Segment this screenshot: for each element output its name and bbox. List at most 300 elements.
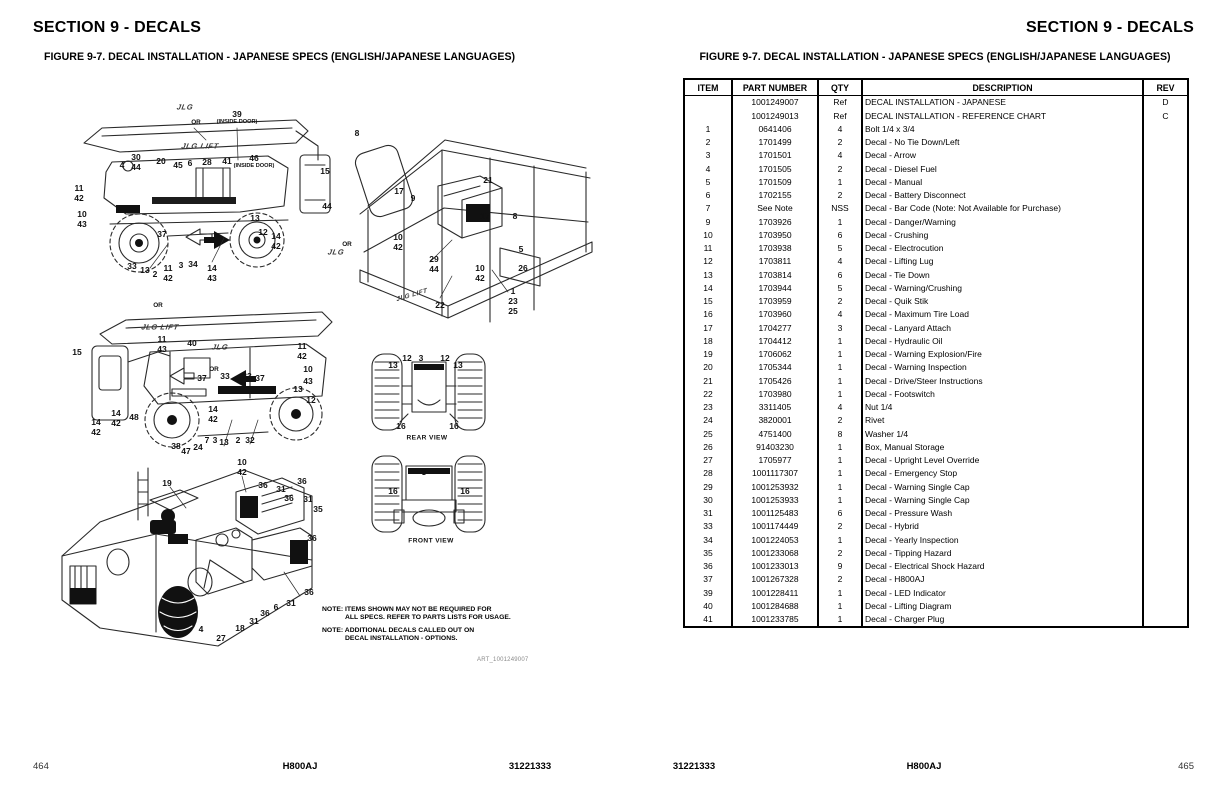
cell-rev (1143, 374, 1188, 387)
callout-number: 24 (193, 441, 203, 452)
cell-rev (1143, 295, 1188, 308)
cell-qty: 2 (818, 162, 862, 175)
cell-desc: Decal - Emergency Stop (862, 467, 1143, 480)
cell-part: 1001174449 (732, 520, 818, 533)
cell-part: 1705426 (732, 374, 818, 387)
note-1 (322, 606, 512, 623)
callout-number: 3 (212, 434, 218, 445)
cell-desc: Decal - Arrow (862, 149, 1143, 162)
cell-qty: 2 (818, 414, 862, 427)
cell-part: 1001117307 (732, 467, 818, 480)
callout-number: 37 (197, 372, 207, 383)
callout-number: 12 (306, 394, 316, 405)
cell-qty: 4 (818, 123, 862, 136)
cell-desc: Decal - Diesel Fuel (862, 162, 1143, 175)
callout-number: 38 (171, 440, 181, 451)
cell-qty: 8 (818, 427, 862, 440)
jlg-logo-label: JLG (176, 102, 195, 112)
cell-desc: Decal - Footswitch (862, 388, 1143, 401)
cell-rev (1143, 123, 1188, 136)
callout-number: 35 (313, 503, 323, 514)
cell-desc: Decal - Lanyard Attach (862, 321, 1143, 334)
cell-desc: Decal - Quik Stik (862, 295, 1143, 308)
cell-qty: 2 (818, 295, 862, 308)
callout-number: 6 (273, 601, 279, 612)
cell-qty: 2 (818, 520, 862, 533)
cell-desc: Decal - Maximum Tire Load (862, 308, 1143, 321)
view-label: FRONT VIEW (408, 537, 454, 545)
cell-qty: Ref (818, 96, 862, 109)
cell-qty: 1 (818, 335, 862, 348)
cell-desc: Decal - Charger Plug (862, 613, 1143, 627)
callout-number: 7 (204, 434, 210, 445)
callout-number: 17 (480, 210, 490, 221)
parts-table (683, 78, 1189, 628)
callout-number: 9 (410, 192, 416, 203)
cell-qty: 6 (818, 229, 862, 242)
cell-item: 21 (684, 374, 732, 387)
parts-table-row (684, 533, 1188, 546)
cell-qty: 1 (818, 494, 862, 507)
callout-number: 14 (207, 262, 217, 273)
parts-table-row (684, 427, 1188, 440)
callout-number: 43 (157, 343, 167, 354)
cell-part: 1703959 (732, 295, 818, 308)
parts-table-row (684, 136, 1188, 149)
cell-qty: 1 (818, 361, 862, 374)
note-1-line-1: NOTE: ITEMS SHOWN MAY NOT BE REQUIRED FOR (322, 606, 492, 613)
callout-number: 42 (163, 272, 173, 283)
cell-item: 36 (684, 560, 732, 573)
callout-number: 42 (393, 241, 403, 252)
inside-door-label: (INSIDE DOOR) (233, 163, 275, 170)
cell-qty: 1 (818, 480, 862, 493)
cell-item: 29 (684, 480, 732, 493)
cell-qty: 2 (818, 189, 862, 202)
cell-rev (1143, 520, 1188, 533)
cell-rev (1143, 613, 1188, 627)
column-header-rev: REV (1143, 79, 1188, 96)
callout-number: 44 (322, 200, 332, 211)
cell-item: 23 (684, 401, 732, 414)
cell-rev (1143, 189, 1188, 202)
cell-item: 10 (684, 229, 732, 242)
cell-item: 30 (684, 494, 732, 507)
cell-qty: 4 (818, 255, 862, 268)
parts-table-row (684, 255, 1188, 268)
note-1-line-2: ALL SPECS. REFER TO PARTS LISTS FOR USAGE. (345, 614, 511, 622)
callout-number: 12 (258, 226, 268, 237)
callout-number: 42 (237, 466, 247, 477)
cell-item: 40 (684, 600, 732, 613)
cell-desc: Decal - No Tie Down/Left (862, 136, 1143, 149)
callout-number: 8 (512, 210, 518, 221)
callout-number: 36 (284, 492, 294, 503)
or-label: OR (209, 365, 219, 373)
cell-rev (1143, 427, 1188, 440)
callout-number: 13 (293, 383, 303, 394)
callout-number: 14 (271, 230, 281, 241)
cell-desc: Bolt 1/4 x 3/4 (862, 123, 1143, 136)
figure-title-left: FIGURE 9-7. DECAL INSTALLATION - JAPANESE SPECS (ENGLISH/JAPANESE LANGUAGES) (44, 51, 516, 63)
cell-rev (1143, 255, 1188, 268)
cell-part: 1001267328 (732, 573, 818, 586)
callout-number: 8 (354, 127, 360, 138)
cell-rev (1143, 467, 1188, 480)
parts-table-row (684, 401, 1188, 414)
callout-number: 31 (249, 615, 259, 626)
inside-door-label: (INSIDE DOOR) (216, 119, 258, 126)
callout-number: 4 (198, 623, 204, 634)
callout-number: 3 (178, 259, 184, 270)
cell-rev (1143, 229, 1188, 242)
cell-qty: 4 (818, 308, 862, 321)
callout-number: 22 (435, 299, 445, 310)
cell-rev (1143, 215, 1188, 228)
cell-desc: Decal - Warning Single Cap (862, 494, 1143, 507)
callout-number: 42 (111, 417, 121, 428)
cell-desc: Decal - Crushing (862, 229, 1143, 242)
callout-number: 3 (418, 352, 424, 363)
callout-number: 13 (219, 436, 229, 447)
jlg-logo-label: JLG LIFT (396, 287, 428, 304)
parts-table-row (684, 295, 1188, 308)
callout-number: 28 (202, 156, 212, 167)
callout-number: 14 (208, 403, 218, 414)
cell-qty: 6 (818, 268, 862, 281)
cell-item: 2 (684, 136, 732, 149)
callout-number: 48 (129, 411, 139, 422)
cell-part: 1701499 (732, 136, 818, 149)
callout-number: 12 (402, 352, 412, 363)
cell-part: 3820001 (732, 414, 818, 427)
cell-part: 1703814 (732, 268, 818, 281)
art-reference-number: ART_1001249007 (477, 657, 529, 663)
cell-rev (1143, 308, 1188, 321)
parts-table-row (684, 96, 1188, 109)
page-number-left: 464 (33, 761, 49, 772)
section-header-left: SECTION 9 - DECALS (33, 19, 202, 36)
figure-notes (322, 606, 512, 647)
cell-item: 33 (684, 520, 732, 533)
cell-desc: Decal - Lifting Diagram (862, 600, 1143, 613)
cell-qty: 2 (818, 136, 862, 149)
cell-rev (1143, 414, 1188, 427)
callout-number: 44 (131, 161, 141, 172)
parts-table-row (684, 229, 1188, 242)
cell-rev (1143, 480, 1188, 493)
cell-desc: Decal - Pressure Wash (862, 507, 1143, 520)
cell-item: 14 (684, 282, 732, 295)
cell-rev (1143, 162, 1188, 175)
cell-qty: 4 (818, 401, 862, 414)
cell-part: 1001284688 (732, 600, 818, 613)
parts-table-row (684, 494, 1188, 507)
callout-number: 37 (157, 228, 167, 239)
cell-desc: DECAL INSTALLATION - REFERENCE CHART (862, 109, 1143, 122)
parts-table-row (684, 520, 1188, 533)
cell-item: 20 (684, 361, 732, 374)
callout-number: 12 (440, 352, 450, 363)
callout-number: 46 (249, 152, 259, 163)
cell-desc: Nut 1/4 (862, 401, 1143, 414)
callout-number: 5 (518, 243, 524, 254)
cell-desc: Decal - Warning Single Cap (862, 480, 1143, 493)
callout-number: 13 (388, 359, 398, 370)
callout-number: 36 (297, 475, 307, 486)
jlg-logo-label: JLG (327, 247, 346, 257)
callout-number: 43 (77, 218, 87, 229)
note-2 (322, 627, 512, 644)
callout-number: 42 (271, 240, 281, 251)
cell-qty: 2 (818, 573, 862, 586)
parts-table-row (684, 268, 1188, 281)
cell-part: 1703980 (732, 388, 818, 401)
cell-desc: Decal - Bar Code (Note: Not Available for Purchase) (862, 202, 1143, 215)
cell-desc: Decal - Warning Explosion/Fire (862, 348, 1143, 361)
cell-part: See Note (732, 202, 818, 215)
cell-rev (1143, 282, 1188, 295)
cell-item: 13 (684, 268, 732, 281)
callout-number: 6 (187, 157, 193, 168)
cell-desc: DECAL INSTALLATION - JAPANESE (862, 96, 1143, 109)
cell-rev (1143, 268, 1188, 281)
cell-rev (1143, 441, 1188, 454)
cell-item (684, 96, 732, 109)
figure-title-right: FIGURE 9-7. DECAL INSTALLATION - JAPANESE SPECS (ENGLISH/JAPANESE LANGUAGES) (699, 51, 1171, 63)
page-number-right: 465 (1178, 761, 1194, 772)
cell-qty: 1 (818, 600, 862, 613)
cell-item: 35 (684, 547, 732, 560)
callout-number: 11 (74, 182, 84, 193)
or-label: OR (153, 301, 163, 309)
cell-part: 1705977 (732, 454, 818, 467)
callout-number: 21 (483, 174, 493, 185)
callout-number: 36 (260, 607, 270, 618)
callout-number: 13 (453, 359, 463, 370)
footer-manual-number-left: 31221333 (508, 761, 552, 772)
cell-item: 39 (684, 586, 732, 599)
cell-rev (1143, 388, 1188, 401)
parts-table-header-row (684, 79, 1188, 96)
cell-desc: Decal - Yearly Inspection (862, 533, 1143, 546)
cell-part: 1001233013 (732, 560, 818, 573)
cell-item: 18 (684, 335, 732, 348)
cell-qty: 1 (818, 441, 862, 454)
cell-desc: Decal - Hybrid (862, 520, 1143, 533)
callout-number: 15 (72, 346, 82, 357)
cell-qty: 4 (818, 149, 862, 162)
cell-qty: 5 (818, 282, 862, 295)
callout-number: 39 (232, 108, 242, 119)
jlg-logo-label: JLG LIFT (140, 322, 180, 332)
callout-number: 2 (235, 434, 241, 445)
callout-number: 36 (304, 586, 314, 597)
cell-part: 1001253933 (732, 494, 818, 507)
cell-desc: Washer 1/4 (862, 427, 1143, 440)
callout-number: 2 (152, 268, 158, 279)
callout-number: 34 (188, 258, 198, 269)
callout-number: 16 (460, 485, 470, 496)
cell-desc: Rivet (862, 414, 1143, 427)
cell-part: 1001224053 (732, 533, 818, 546)
cell-qty: 1 (818, 467, 862, 480)
parts-table-row (684, 189, 1188, 202)
parts-table-row (684, 441, 1188, 454)
callout-number: 11 (297, 340, 307, 351)
callout-number: 14 (91, 416, 101, 427)
parts-table-row (684, 162, 1188, 175)
callout-number: 27 (216, 632, 226, 643)
cell-item: 34 (684, 533, 732, 546)
parts-table-row (684, 308, 1188, 321)
cell-desc: Decal - Upright Level Override (862, 454, 1143, 467)
callout-number: 36 (258, 479, 268, 490)
cell-desc: Decal - Manual (862, 176, 1143, 189)
callout-number: 16 (449, 420, 459, 431)
parts-table-row (684, 467, 1188, 480)
cell-rev (1143, 586, 1188, 599)
section-header-right: SECTION 9 - DECALS (1025, 19, 1194, 36)
cell-rev (1143, 321, 1188, 334)
callout-number: 36 (307, 532, 317, 543)
callout-number: 31 (276, 483, 286, 494)
cell-item: 12 (684, 255, 732, 268)
cell-qty: 1 (818, 215, 862, 228)
cell-part: 1704277 (732, 321, 818, 334)
callout-number: 15 (320, 165, 330, 176)
column-header-qty: QTY (818, 79, 862, 96)
cell-desc: Decal - LED Indicator (862, 586, 1143, 599)
jlg-logo-label: JLG LIFT (180, 141, 220, 151)
cell-rev (1143, 136, 1188, 149)
cell-part: 1706062 (732, 348, 818, 361)
cell-qty: 1 (818, 176, 862, 189)
callout-number: 10 (237, 456, 247, 467)
cell-rev (1143, 560, 1188, 573)
cell-rev (1143, 242, 1188, 255)
cell-rev: D (1143, 96, 1188, 109)
cell-part: 1001125483 (732, 507, 818, 520)
callout-number: 19 (162, 477, 172, 488)
cell-item: 4 (684, 162, 732, 175)
parts-table-row (684, 573, 1188, 586)
cell-desc: Decal - Electrocution (862, 242, 1143, 255)
cell-part: 1001253932 (732, 480, 818, 493)
callout-number: 13 (140, 264, 150, 275)
cell-rev (1143, 547, 1188, 560)
cell-rev (1143, 176, 1188, 189)
cell-item: 1 (684, 123, 732, 136)
cell-rev (1143, 533, 1188, 546)
cell-part: 0641406 (732, 123, 818, 136)
callout-number: 3 (421, 466, 427, 477)
parts-table-row (684, 480, 1188, 493)
cell-qty: 1 (818, 388, 862, 401)
cell-qty: 1 (818, 586, 862, 599)
cell-item: 16 (684, 308, 732, 321)
callout-number: 14 (111, 407, 121, 418)
cell-part: 1701501 (732, 149, 818, 162)
cell-item: 3 (684, 149, 732, 162)
cell-part: 1703960 (732, 308, 818, 321)
cell-desc: Decal - Warning Inspection (862, 361, 1143, 374)
parts-table-row (684, 586, 1188, 599)
cell-part: 1703926 (732, 215, 818, 228)
parts-table-row (684, 613, 1188, 627)
cell-desc: Decal - Drive/Steer Instructions (862, 374, 1143, 387)
callout-number: 42 (74, 192, 84, 203)
cell-part: 1001249013 (732, 109, 818, 122)
callout-number: 42 (91, 426, 101, 437)
cell-rev (1143, 202, 1188, 215)
parts-table-row (684, 507, 1188, 520)
callout-number: 17 (394, 185, 404, 196)
callout-number: 16 (396, 420, 406, 431)
cell-part: 1703811 (732, 255, 818, 268)
callout-number: 32 (245, 434, 255, 445)
cell-item: 25 (684, 427, 732, 440)
parts-table-row (684, 123, 1188, 136)
parts-table-row (684, 335, 1188, 348)
cell-qty: 1 (818, 613, 862, 627)
cell-desc: Decal - Battery Disconnect (862, 189, 1143, 202)
parts-table-row (684, 176, 1188, 189)
callout-number: 45 (173, 159, 183, 170)
cell-qty: 1 (818, 374, 862, 387)
cell-item: 17 (684, 321, 732, 334)
cell-rev (1143, 149, 1188, 162)
cell-qty: Ref (818, 109, 862, 122)
callout-number: 10 (303, 363, 313, 374)
cell-part: 1001249007 (732, 96, 818, 109)
callout-number: 10 (77, 208, 87, 219)
parts-table-body (684, 96, 1188, 627)
cell-desc: Decal - Tie Down (862, 268, 1143, 281)
cell-part: 1702155 (732, 189, 818, 202)
callout-number: 41 (222, 155, 232, 166)
cell-part: 1704412 (732, 335, 818, 348)
cell-qty: 6 (818, 507, 862, 520)
parts-table-row (684, 547, 1188, 560)
cell-part: 1001228411 (732, 586, 818, 599)
footer-model-left: H800AJ (282, 761, 318, 772)
callout-number: 33 (242, 370, 252, 381)
callout-number: 42 (475, 272, 485, 283)
callout-number: 29 (429, 253, 439, 264)
callout-number: 26 (518, 262, 528, 273)
cell-part: 1703938 (732, 242, 818, 255)
callout-number: 16 (388, 485, 398, 496)
parts-table-row (684, 149, 1188, 162)
cell-item: 27 (684, 454, 732, 467)
cell-item: 24 (684, 414, 732, 427)
cell-desc: Decal - Danger/Warning (862, 215, 1143, 228)
cell-qty: 1 (818, 533, 862, 546)
parts-table-row (684, 600, 1188, 613)
cell-part: 3311405 (732, 401, 818, 414)
or-label: OR (191, 118, 201, 126)
cell-qty: 2 (818, 547, 862, 560)
cell-item: 5 (684, 176, 732, 189)
cell-item: 41 (684, 613, 732, 627)
cell-item: 37 (684, 573, 732, 586)
cell-qty: 1 (818, 348, 862, 361)
cell-rev (1143, 494, 1188, 507)
cell-part: 1705344 (732, 361, 818, 374)
parts-table-row (684, 202, 1188, 215)
callout-number: 31 (286, 597, 296, 608)
